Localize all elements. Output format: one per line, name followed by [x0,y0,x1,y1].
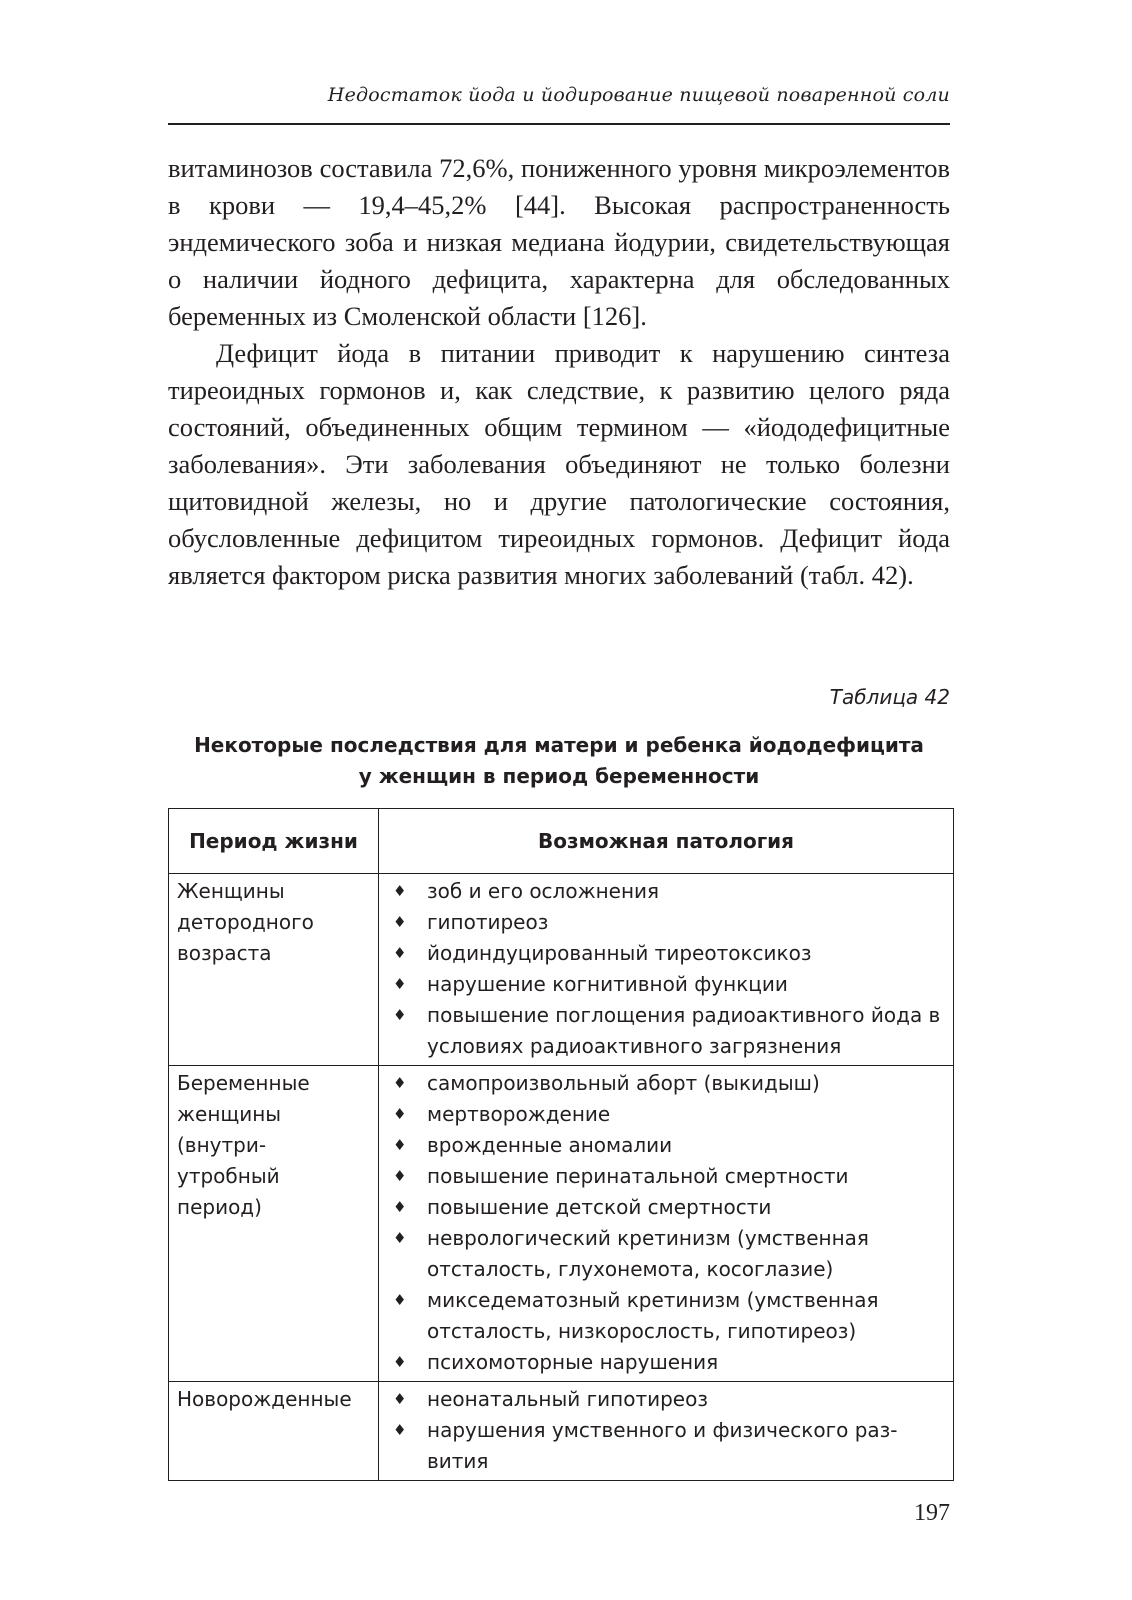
period-cell: Женщины детородного возраста [169,874,379,1066]
pathology-item [387,1000,947,1062]
pathology-item [387,1347,947,1378]
diamond-bullet-icon: ♦ [393,913,407,931]
diamond-bullet-icon: ♦ [393,944,407,962]
diamond-bullet-icon: ♦ [393,1198,407,1216]
diamond-bullet-icon: ♦ [393,1006,407,1024]
pathology-list [387,1068,947,1378]
diamond-bullet-icon: ♦ [393,1229,407,1247]
header-pathology: Возможная патология [379,809,954,874]
pathology-item [387,1068,947,1099]
diamond-bullet-icon: ♦ [393,1105,407,1123]
pathology-item [387,1415,947,1477]
table-body [169,874,954,1481]
table-number: Таблица 42 [829,685,950,709]
diamond-bullet-icon: ♦ [393,1074,407,1092]
pathology-text: неонатальный гипотиреоз [427,1387,708,1411]
pathology-cell [379,874,954,1066]
pathology-cell [379,1382,954,1481]
pathology-text: йодиндуцированный тиреотоксикоз [427,941,812,965]
table-title-line: Некоторые последствия для матери и ребенка йододефицита [194,733,924,757]
pathology-item [387,1223,947,1285]
pathology-item [387,907,947,938]
diamond-bullet-icon: ♦ [393,1390,407,1408]
diamond-bullet-icon: ♦ [393,1353,407,1371]
pathology-cell [379,1066,954,1382]
table-row [169,1066,954,1382]
pathology-text: самопроизвольный аборт (выкидыш) [427,1071,820,1095]
table-title-line: у женщин в период беременности [358,764,760,788]
pathology-item [387,1384,947,1415]
pathology-table [168,808,954,1481]
table-title [168,730,950,792]
pathology-item [387,1285,947,1347]
pathology-text: психомоторные нарушения [427,1350,719,1374]
pathology-text: зоб и его осложнения [427,879,660,903]
pathology-text: повышение перинатальной смертности [427,1164,849,1188]
running-head: Недостаток йода и йодирование пищевой поваренной соли [327,84,950,106]
diamond-bullet-icon: ♦ [393,1291,407,1309]
pathology-list [387,876,947,1062]
period-cell: Новорожденные [169,1382,379,1481]
pathology-item [387,1161,947,1192]
pathology-list [387,1384,947,1477]
pathology-text: врожденные аномалии [427,1133,673,1157]
header-rule [168,123,950,125]
pathology-text: нарушение когнитивной функции [427,972,788,996]
pathology-text: повышение поглощения радиоактивного йода в условиях радиоактивного загрязнения [427,1003,941,1058]
diamond-bullet-icon: ♦ [393,1167,407,1185]
diamond-bullet-icon: ♦ [393,1421,407,1439]
pathology-text: нарушения умственного и физического развития [427,1418,898,1473]
pathology-text: неврологический кретинизм (умственная отсталость, глухонемота, косоглазие) [427,1226,869,1281]
pathology-item [387,938,947,969]
header-period: Период жизни [169,809,379,874]
diamond-bullet-icon: ♦ [393,1136,407,1154]
table-header-row [169,809,954,874]
paragraph: витаминозов составила 72,6%, пониженного уровня микроэлементов в крови — 19,4–45,2% [44]. Высокая распространенность эндемического зоба и низкая медиана йодурии, свидетельствующая о наличии йодного дефицита, характерна для обследованных беременных из Смоленской области [126]. [168,153,950,331]
page-number: 197 [914,1500,950,1526]
pathology-text: гипотиреоз [427,910,549,934]
pathology-item [387,969,947,1000]
period-cell: Беременные женщины (внутри- утробный период) [169,1066,379,1382]
body-text [168,150,950,594]
diamond-bullet-icon: ♦ [393,882,407,900]
table-row [169,874,954,1066]
pathology-text: мертворождение [427,1102,611,1126]
diamond-bullet-icon: ♦ [393,975,407,993]
paragraph: Дефицит йода в питании приводит к нарушению синтеза тиреоидных гормонов и, как следствие, к развитию целого ряда состояний, объединенных общим термином — «йододефицитные заболевания». Эти заболевания объединяют не только болезни щитовидной железы, но и другие патологические состояния, обусловленные дефицитом тиреоидных гормонов. Дефицит йода является фактором риска развития многих заболеваний (табл. 42). [168,338,950,590]
pathology-item [387,1192,947,1223]
table-row [169,1382,954,1481]
pathology-text: повышение детской смертности [427,1195,772,1219]
pathology-item [387,1099,947,1130]
pathology-text: микседематозный кретинизм (умственная отсталость, низкорослость, гипотиреоз) [427,1288,879,1343]
pathology-item [387,1130,947,1161]
pathology-item [387,876,947,907]
